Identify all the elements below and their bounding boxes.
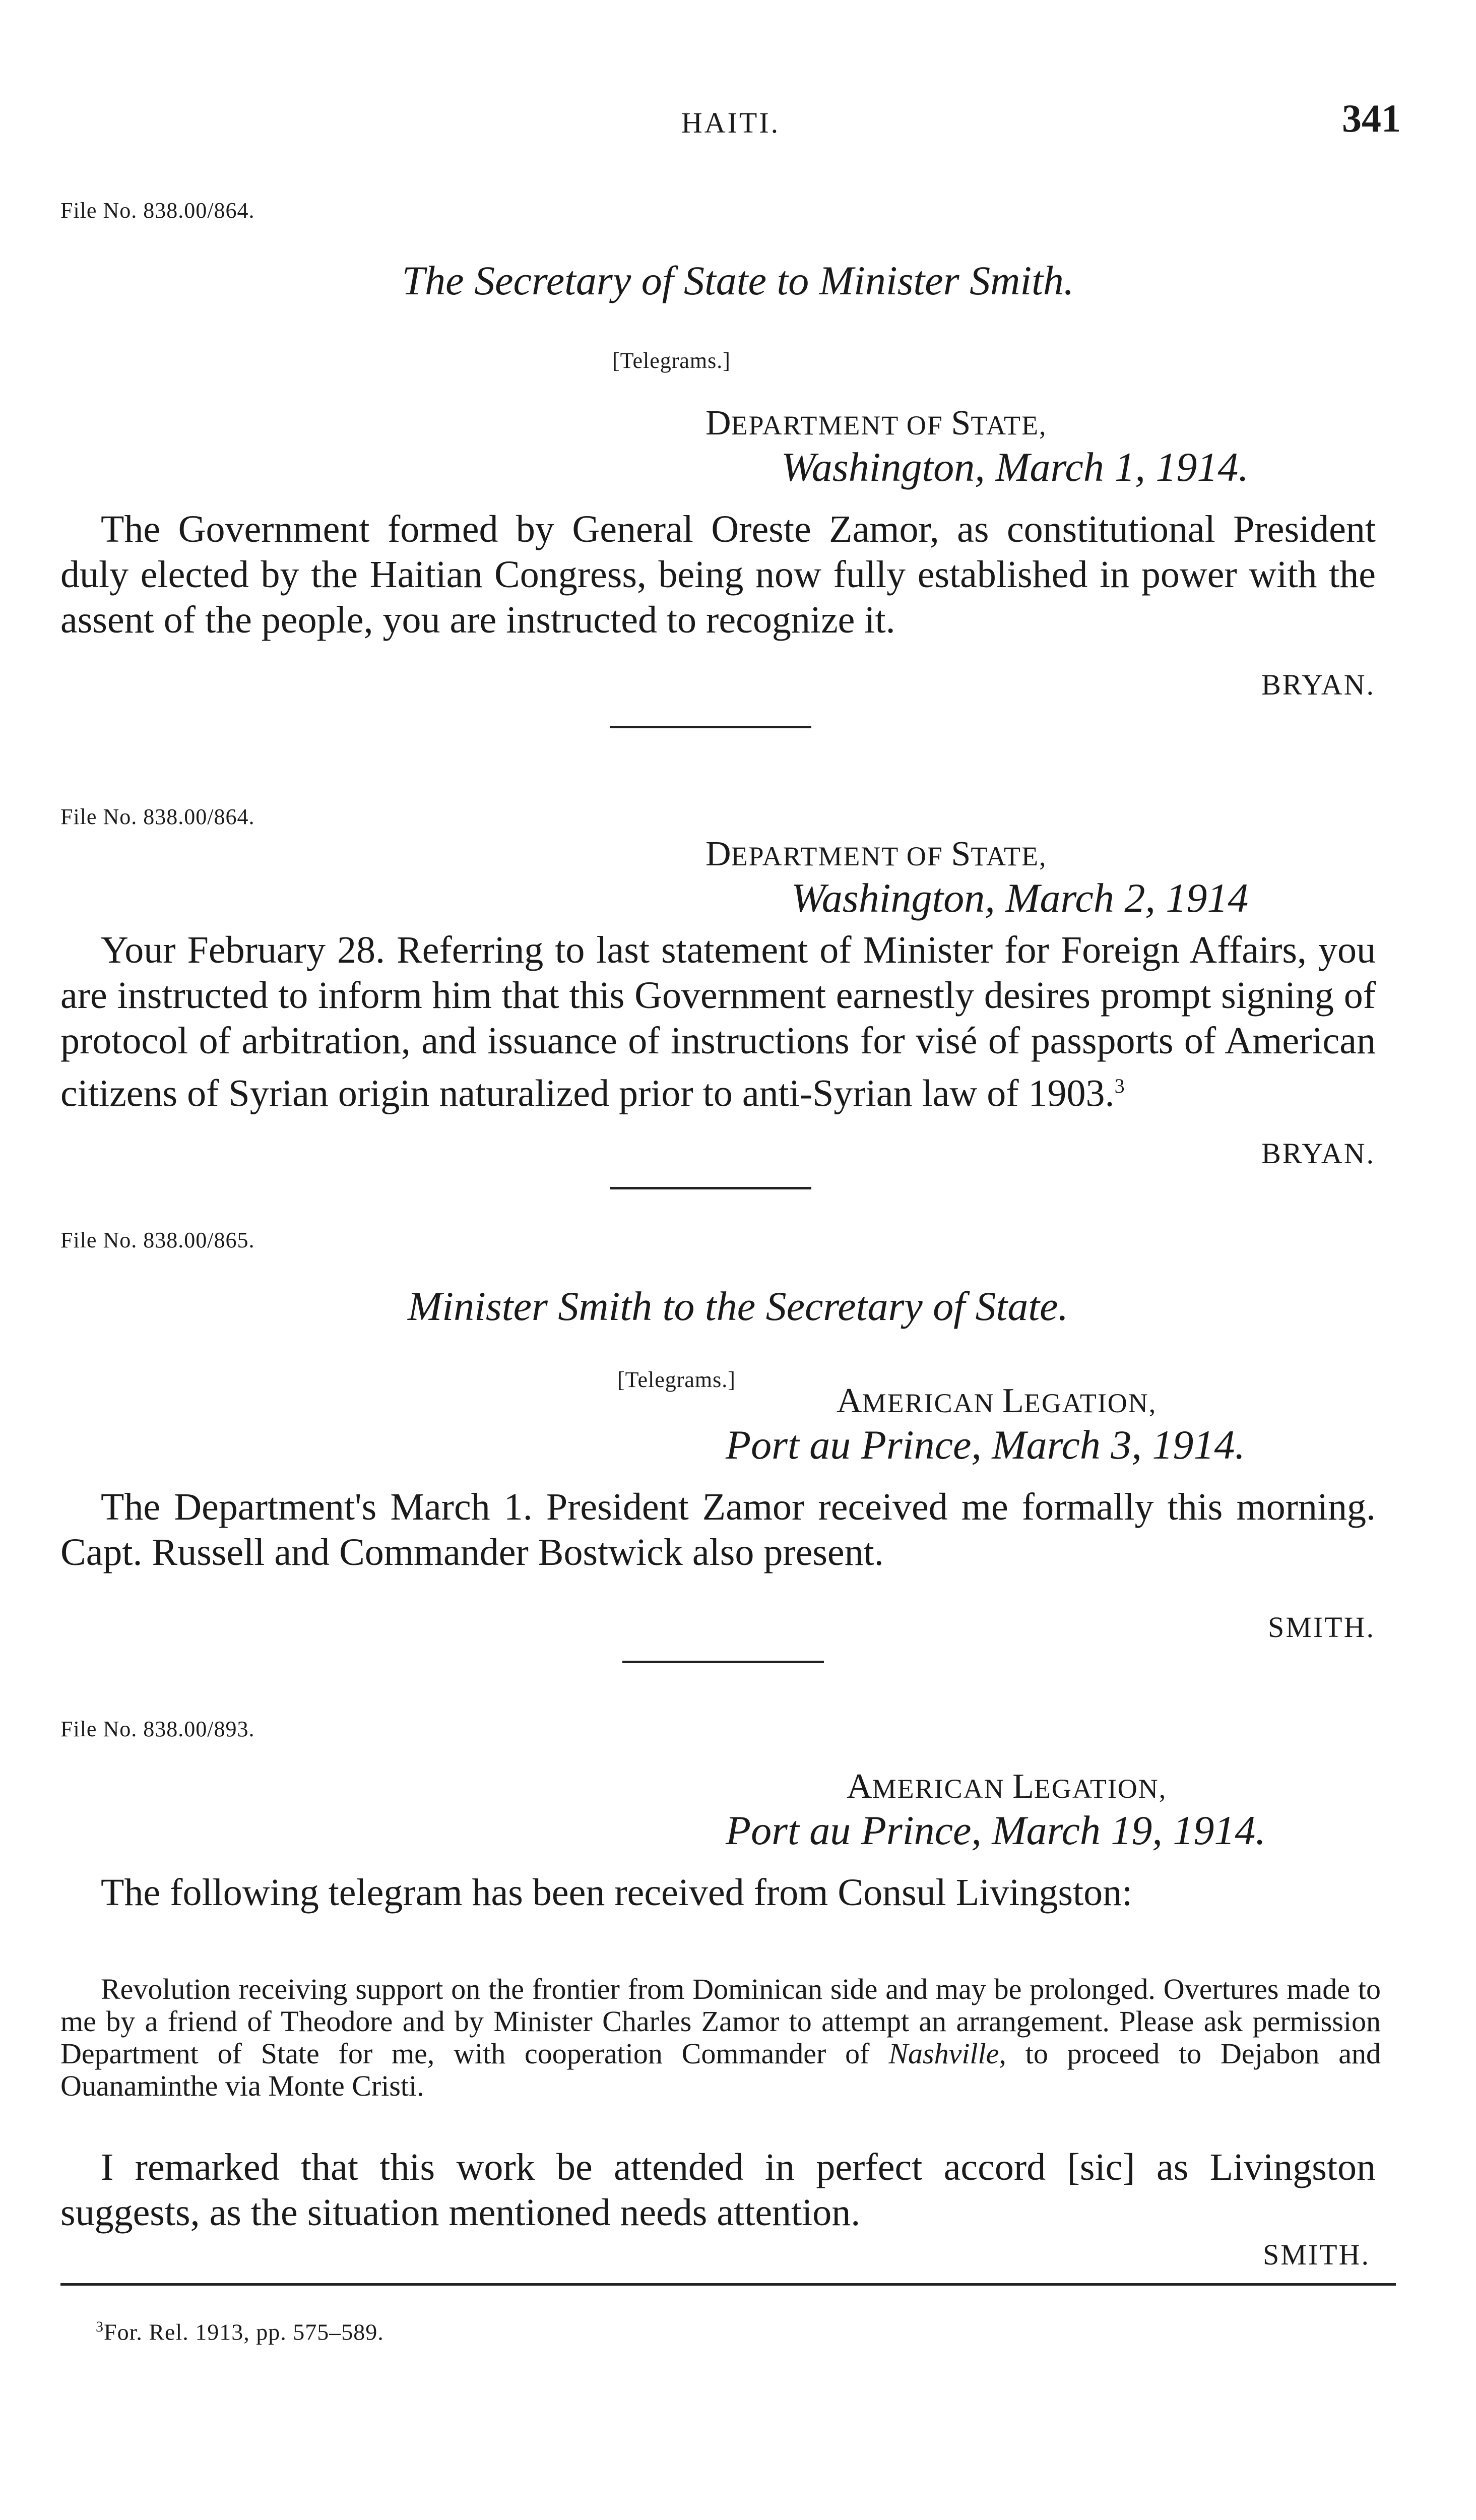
closing-paragraph-4: I remarked that this work be attended in perfect accord [sic] as Livingston suggests, as the situation mentioned needs attention. (60, 2146, 1376, 2234)
separator-rule-2 (610, 1187, 811, 1189)
footnote (96, 2318, 384, 2345)
telegrams-note-1: [Telegrams.] (612, 348, 731, 373)
dateline-2: Washington, March 2, 1914 (791, 875, 1249, 921)
telegram-body-2: Your February 28. Referring to last statement of Minister for Foreign Affairs, you are instructed to inform him that this Government earnestly desires prompt signing of protocol of arbitration, and issuance of instructions for visé of passports of American citizens of Syrian origin naturalized prior to anti-Syrian law of 1903.$^3$ (60, 929, 1376, 1115)
intro-paragraph-4: The following telegram has been received from Consul Livingston: (101, 1871, 1133, 1914)
file-number-1: File No. 838.00/864. (60, 198, 255, 223)
footnote-rule (60, 2283, 1396, 2286)
file-number-3: File No. 838.00/865. (60, 1228, 255, 1252)
page-header (60, 96, 1401, 151)
file-number-4: File No. 838.00/893. (60, 1717, 255, 1741)
dateline-4: Port au Prince, March 19, 1914. (726, 1807, 1266, 1853)
separator-rule-1 (610, 726, 811, 728)
department-line-1: DEPARTMENT OF STATE, (705, 404, 1047, 443)
quoted-telegram-4: Revolution receiving support on the frontier from Dominican side and may be prolonged. Overtures made to me by a friend of Theodore and by Minister Charles Zamor to attempt an arrangement. Please ask permission Department of State for me, with cooperation Commander of Nashville, to proceed to Dejabon and Ouanaminthe via Monte Cristi. (60, 1973, 1381, 2102)
footnote-text: For. Rel. 1913, pp. 575–589. (104, 2319, 384, 2345)
heading-1: The Secretary of State to Minister Smith. (402, 258, 1074, 303)
telegrams-note-3: [Telegrams.] (617, 1367, 736, 1392)
dateline-1: Washington, March 1, 1914. (781, 444, 1249, 490)
signature-1: BRYAN. (1261, 668, 1375, 701)
department-line-2: DEPARTMENT OF STATE, (705, 835, 1047, 873)
signature-4: SMITH. (1263, 2238, 1370, 2271)
file-number-2: File No. 838.00/864. (60, 804, 255, 829)
separator-rule-3 (622, 1661, 824, 1663)
heading-3: Minister Smith to the Secretary of State. (408, 1283, 1068, 1329)
footnote-reference: 3 (1114, 1075, 1125, 1097)
signature-3: SMITH. (1268, 1611, 1375, 1644)
running-head: HAITI. (681, 106, 781, 139)
legation-line-3: AMERICAN LEGATION, (837, 1381, 1157, 1420)
telegram-body-3: The Department's March 1. President Zamor received me formally this morning. Capt. Russell and Commander Bostwick also present. (60, 1486, 1376, 1573)
signature-2: BRYAN. (1261, 1137, 1375, 1170)
telegram-body-1: The Government formed by General Oreste Zamor, as constitutional President duly elected by the Haitian Congress, being now fully established in power with the assent of the people, you are instructed to recognize it. (60, 508, 1376, 641)
legation-line-4: AMERICAN LEGATION, (847, 1767, 1167, 1806)
dateline-3: Port au Prince, March 3, 1914. (726, 1422, 1245, 1468)
page-number: 341 (1342, 96, 1401, 140)
footnote-marker: 3 (96, 2318, 104, 2335)
